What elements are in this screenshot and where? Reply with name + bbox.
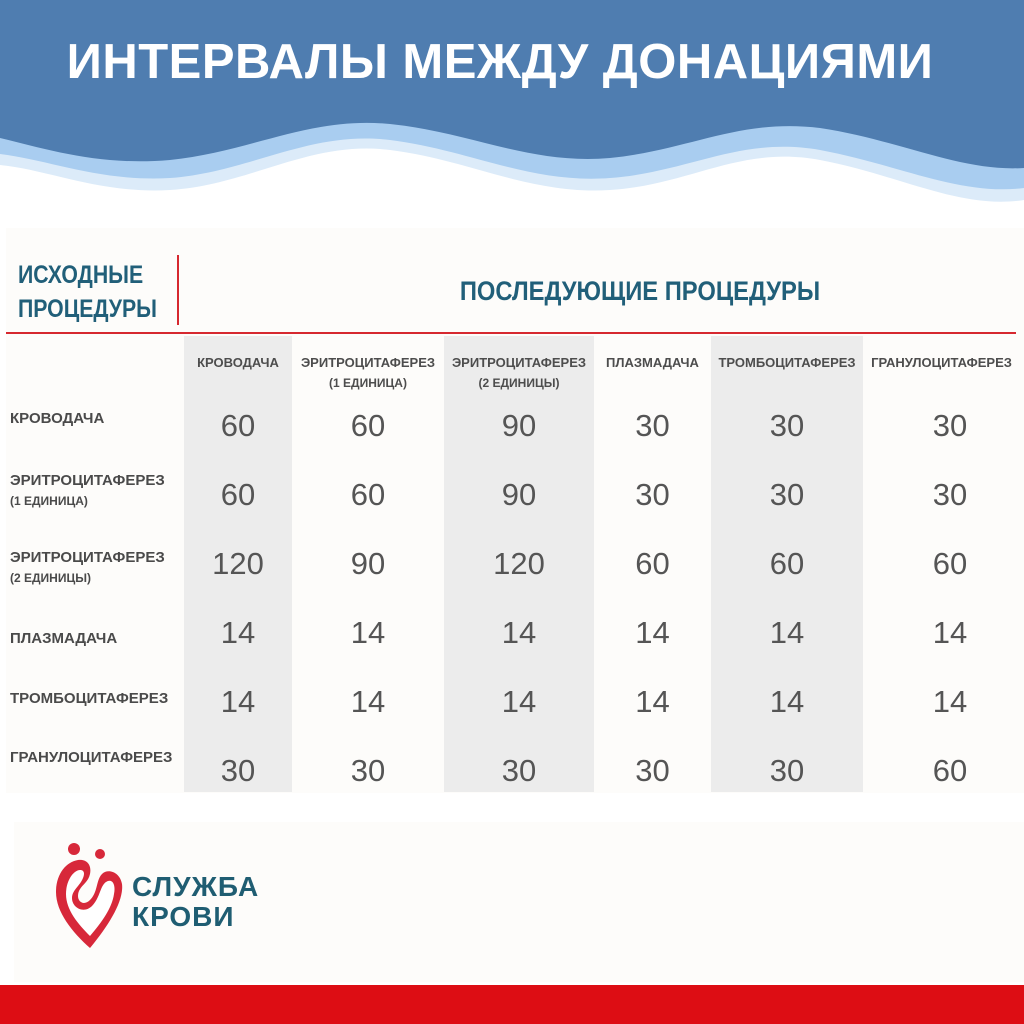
table-cell: 14 bbox=[501, 615, 537, 650]
table-cell: 30 bbox=[769, 408, 805, 443]
table-cell: 14 bbox=[769, 684, 805, 719]
table-cell: 14 bbox=[769, 615, 805, 650]
row-label bbox=[10, 628, 185, 649]
blood-service-logo-icon bbox=[50, 840, 130, 960]
table-cell: 14 bbox=[501, 684, 537, 719]
table-cell: 30 bbox=[932, 477, 968, 512]
column-header-title: ПОСЛЕДУЮЩИЕ ПРОЦЕДУРЫ bbox=[459, 276, 821, 306]
table-cell: 30 bbox=[769, 753, 805, 788]
table-cell: 60 bbox=[932, 546, 968, 581]
bottom-accent-bar bbox=[0, 985, 1024, 1024]
row-label-text: ГРАНУЛОЦИТАФЕРЕЗ bbox=[10, 749, 173, 766]
table-cell: 90 bbox=[501, 408, 537, 443]
wave-decoration bbox=[0, 0, 1024, 215]
row-label-text: ЭРИТРОЦИТАФЕРЕЗ bbox=[10, 549, 165, 566]
column-header bbox=[444, 353, 594, 393]
row-header-line2: ПРОЦЕДУРЫ bbox=[18, 295, 157, 323]
column-header-label: ЭРИТРОЦИТАФЕРЕЗ bbox=[300, 355, 436, 370]
table-cell: 30 bbox=[220, 753, 256, 788]
row-label-text: ТРОМБОЦИТАФЕРЕЗ bbox=[10, 690, 169, 707]
row-header-line1: ИСХОДНЫЕ bbox=[18, 261, 144, 289]
header-banner bbox=[0, 0, 1024, 215]
column-header-label: ТРОМБОЦИТАФЕРЕЗ bbox=[718, 355, 856, 370]
row-label bbox=[10, 408, 185, 429]
row-label bbox=[10, 470, 185, 512]
column-header bbox=[711, 353, 863, 373]
logo-wordmark bbox=[132, 872, 259, 932]
column-header bbox=[594, 353, 711, 373]
table-cell: 14 bbox=[220, 615, 256, 650]
table-cell: 120 bbox=[493, 546, 545, 581]
table-cell: 30 bbox=[635, 408, 670, 443]
table-cell: 120 bbox=[212, 546, 264, 581]
table-cell: 60 bbox=[350, 477, 386, 512]
table-cell: 30 bbox=[932, 408, 968, 443]
table-cell: 30 bbox=[350, 753, 386, 788]
table-cell: 30 bbox=[769, 477, 805, 512]
table-cell: 30 bbox=[635, 753, 670, 788]
row-label-sub: (2 ЕДИНИЦЫ) bbox=[10, 571, 91, 585]
table-cell: 60 bbox=[932, 753, 968, 788]
logo-line2: КРОВИ bbox=[132, 901, 235, 932]
column-header-label: ПЛАЗМАДАЧА bbox=[606, 355, 699, 370]
table-cell: 30 bbox=[635, 477, 670, 512]
table-cell: 60 bbox=[769, 546, 805, 581]
table-cell: 60 bbox=[220, 477, 256, 512]
row-label-sub: (1 ЕДИНИЦА) bbox=[10, 494, 88, 508]
header-divider-horizontal bbox=[6, 332, 1016, 334]
column-header-label: ГРАНУЛОЦИТАФЕРЕЗ bbox=[871, 355, 1012, 370]
column-header-label: КРОВОДАЧА bbox=[197, 355, 279, 370]
row-header-title bbox=[18, 258, 157, 326]
table-cell: 60 bbox=[635, 546, 670, 581]
row-label bbox=[10, 547, 185, 589]
table-cell: 90 bbox=[501, 477, 537, 512]
row-label-text: ПЛАЗМАДАЧА bbox=[10, 630, 118, 647]
table-cell: 60 bbox=[350, 408, 386, 443]
table-cell: 14 bbox=[350, 684, 386, 719]
row-label-text: ЭРИТРОЦИТАФЕРЕЗ bbox=[10, 472, 165, 489]
column-header-sub: (2 ЕДИНИЦЫ) bbox=[478, 376, 560, 390]
column-header-label: ЭРИТРОЦИТАФЕРЕЗ bbox=[451, 355, 587, 370]
table-cell: 14 bbox=[350, 615, 386, 650]
column-header bbox=[863, 353, 1020, 373]
page-title: ИНТЕРВАЛЫ МЕЖДУ ДОНАЦИЯМИ bbox=[66, 35, 934, 89]
row-label-text: КРОВОДАЧА bbox=[10, 410, 105, 427]
header-divider-vertical bbox=[177, 255, 179, 325]
table-cell: 14 bbox=[635, 684, 670, 719]
table-cell: 14 bbox=[635, 615, 670, 650]
table-cell: 14 bbox=[220, 684, 256, 719]
row-label bbox=[10, 688, 185, 709]
table-cell: 30 bbox=[501, 753, 537, 788]
row-label bbox=[10, 747, 185, 768]
table-cell: 14 bbox=[932, 684, 968, 719]
table-cell: 14 bbox=[932, 615, 968, 650]
column-header-sub: (1 ЕДИНИЦА) bbox=[329, 376, 407, 390]
column-header bbox=[292, 353, 444, 393]
column-header bbox=[184, 353, 292, 373]
table-cell: 60 bbox=[220, 408, 256, 443]
logo-line1: СЛУЖБА bbox=[132, 871, 260, 902]
table-cell: 90 bbox=[350, 546, 386, 581]
